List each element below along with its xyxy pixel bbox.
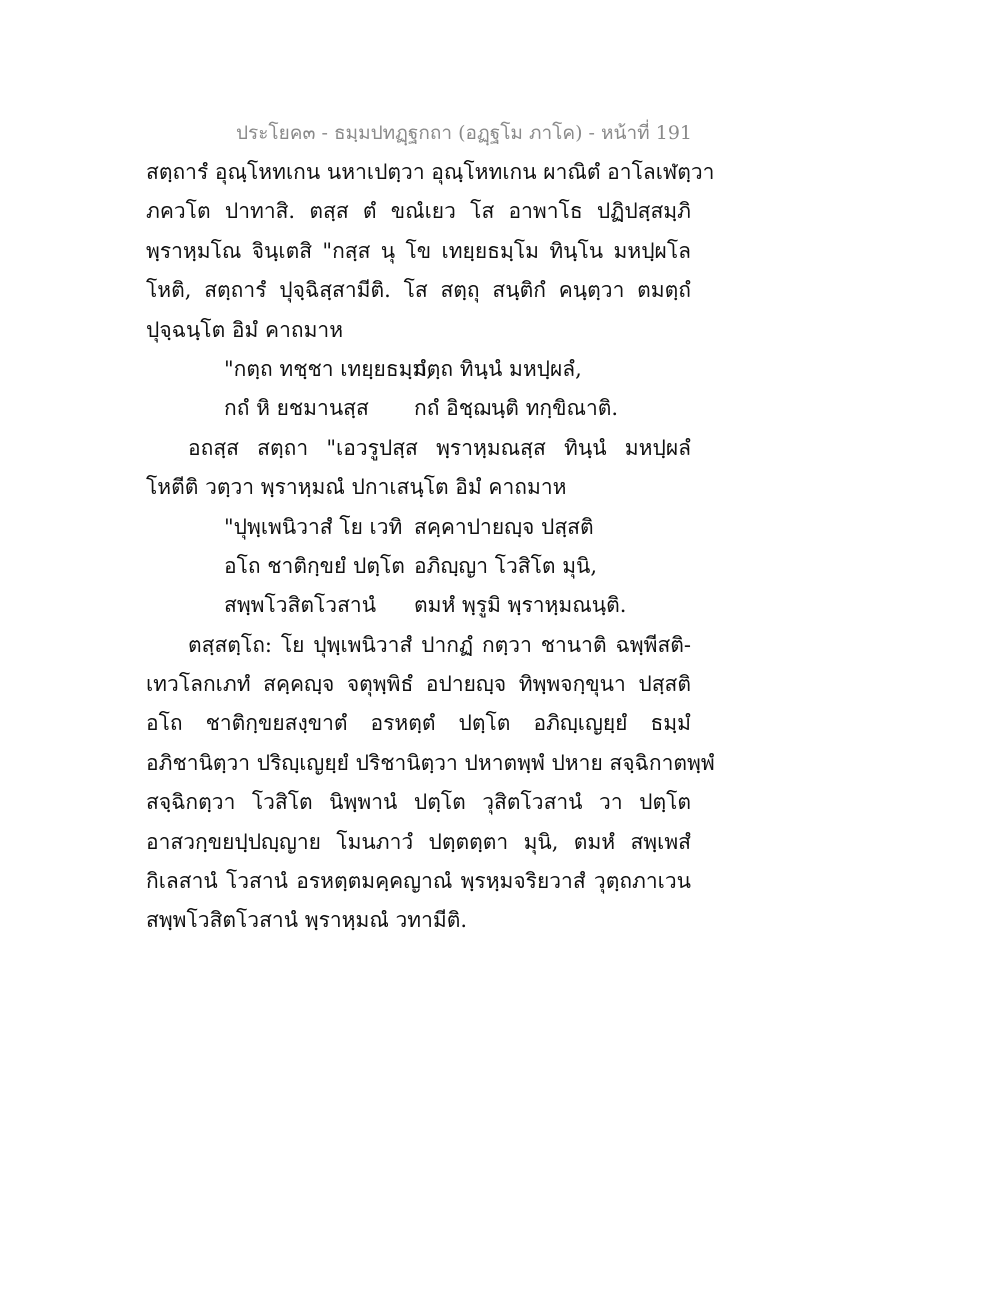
paragraph-1-line: ปุจฺฉนฺโต อิมํ คาถมาห <box>146 317 344 342</box>
verse-2-row <box>146 508 691 547</box>
paragraph-1-line: ภควโต ปาทาสิ. ตสฺส ตํ ขณํเยว โส อาพาโธ ปฏิปสฺสมฺภิ <box>146 199 691 224</box>
paragraph-3-line: ตสฺสตฺโถ: โย ปุพฺเพนิวาสํ ปากฏํ กตฺวา ชานาติ ฉพฺพีสติ- <box>188 632 691 657</box>
verse-2-row <box>146 586 691 625</box>
paragraph-1-line: พฺราหฺมโณ จินฺเตสิ "กสฺส นุ โข เทยฺยธมฺโม ทินฺโน มหปฺผโล <box>146 238 691 263</box>
paragraph-3-line: เทวโลกเภทํ สคฺคญฺจ จตุพฺพิธํ อปายญฺจ ทิพฺพจกฺขุนา ปสฺสติ <box>146 672 691 697</box>
running-header: ประโยค๓ - ธมฺมปทฏฺฐกถา (อฏฺฐโม ภาโค) - หน้าที่ 191 <box>235 122 692 144</box>
body-text <box>146 153 715 941</box>
paragraph-3-line: กิเลสานํ โวสานํ อรหตฺตมคฺคญาณํ พฺรหฺมจริยวาสํ วุตฺถภาเวน <box>146 869 691 894</box>
paragraph-3-line: อโถ ชาติกฺขยสงฺขาตํ อรหตฺตํ ปตฺโต อภิญฺเญยฺยํ ธมฺมํ <box>146 711 691 736</box>
paragraph-2-line: โหตีติ วตฺวา พฺราหฺมณํ ปกาเสนฺโต อิมํ คาถมาห <box>146 475 567 500</box>
verse-2-row <box>146 547 691 586</box>
verse-2-second-half: อภิญฺญา โวสิโต มุนิ, <box>414 553 598 578</box>
paragraph-3-line: อภิชานิตฺวา ปริญฺเญยฺยํ ปริชานิตฺวา ปหาตพฺพํ ปหาย สจฺฉิกาตพฺพํ <box>146 750 715 775</box>
verse-2-first-half: สพฺพโวสิตโวสานํ <box>224 593 377 618</box>
paragraph-3-line: สพฺพโวสิตโวสานํ พฺราหฺมณํ วทามีติ. <box>146 908 468 933</box>
verse-2-second-half: ตมหํ พฺรูมิ พฺราหฺมณนฺติ. <box>414 593 627 618</box>
verse-1-first-half: "กตฺถ ทชฺชา เทยฺยธมฺมํ, <box>224 356 434 381</box>
verse-1-second-half: กถํ อิชฺฌนฺติ ทกฺขิณาติ. <box>414 396 619 421</box>
verse-2-first-half: อโถ ชาติกฺขยํ ปตฺโต <box>224 553 405 578</box>
paragraph-3-line: สจฺฉิกตฺวา โวสิโต นิพฺพานํ ปตฺโต วุสิตโวสานํ วา ปตฺโต <box>146 790 691 815</box>
verse-1-second-half: กตฺถ ทินฺนํ มหปฺผลํ, <box>414 356 582 381</box>
verse-1-row <box>146 350 691 389</box>
verse-1-row <box>146 389 691 428</box>
paragraph-2-line: อถสฺส สตฺถา "เอวรูปสฺส พฺราหฺมณสฺส ทินฺนํ มหปฺผลํ <box>188 435 691 460</box>
paragraph-1-line: สตฺถารํ อุณฺโหทเกน นหาเปตฺวา อุณฺโหทเกน ผาณิตํ อาโลเฬตฺวา <box>146 160 715 184</box>
verse-2-second-half: สคฺคาปายญฺจ ปสฺสติ <box>414 514 594 539</box>
verse-2-first-half: "ปุพฺเพนิวาสํ โย เวทิ <box>224 514 403 539</box>
verse-1-first-half: กถํ หิ ยชมานสฺส <box>224 396 369 421</box>
paragraph-1-line: โหติ, สตฺถารํ ปุจฺฉิสฺสามีติ. โส สตฺถุ สนฺติกํ คนฺตฺวา ตมตฺถํ <box>146 278 691 303</box>
paragraph-3-line: อาสวกฺขยปฺปญฺญาย โมนภาวํ ปตฺตตฺตา มุนิ, ตมหํ สพฺเพสํ <box>146 829 691 854</box>
